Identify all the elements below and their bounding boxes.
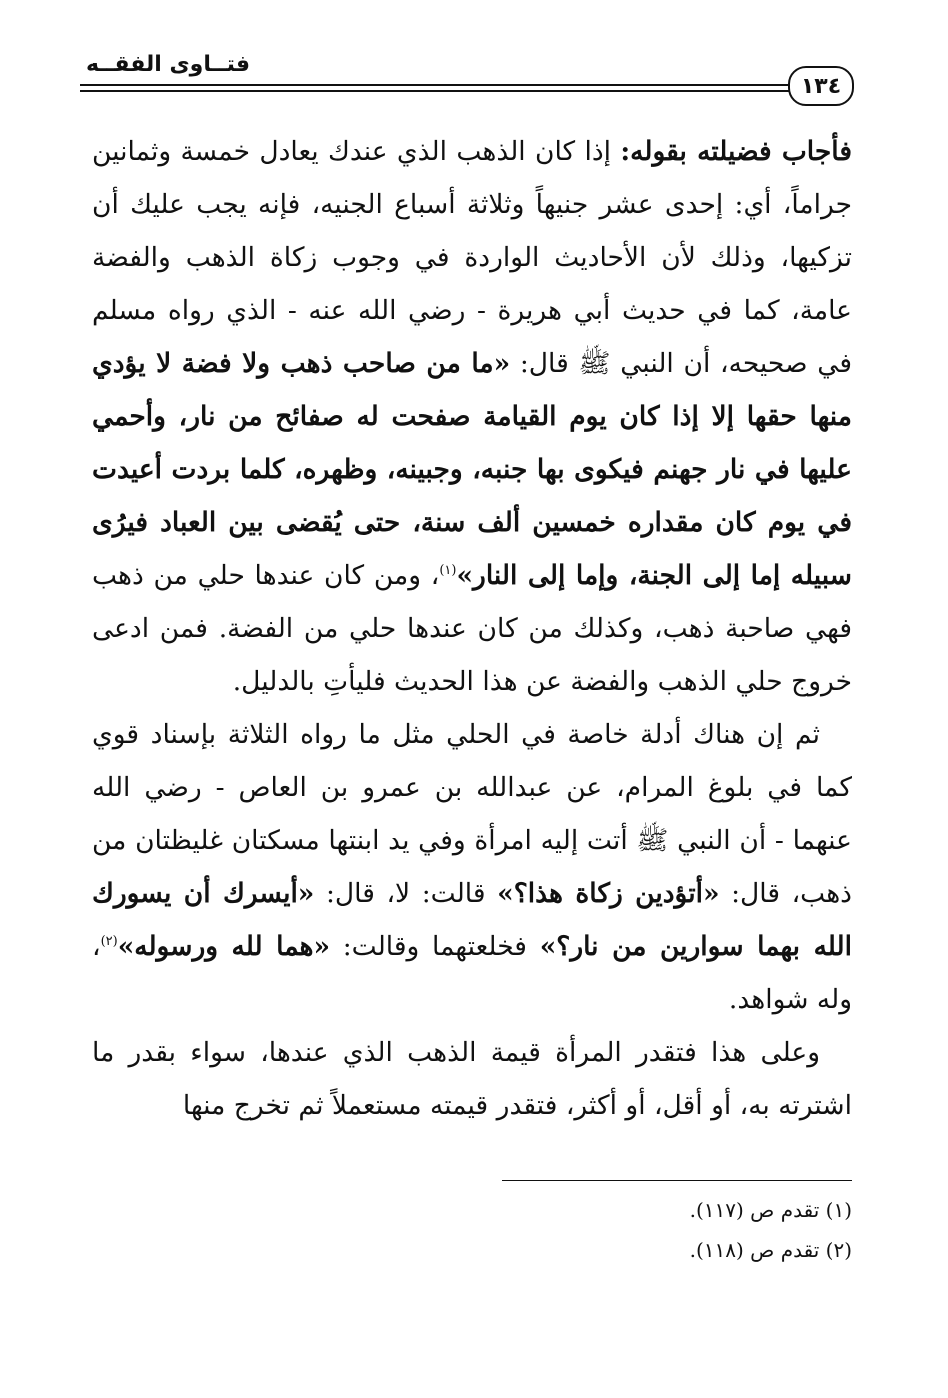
footnote: (١) تقدم ص (١١٧). [689,1198,852,1222]
answer-lead: فأجاب فضيلته بقوله: [620,136,852,167]
text-run: فخلعتهما وقالت: [330,931,540,962]
text-run: ، ومن كان عندها حلي من ذهب فهي صاحبة ذهب، وكذلك من كان عندها حلي من الفضة. فمن ادعى خروج حلي الذهب والفضة عن هذا الحديث فليأتِ بالدليل. [92,560,852,697]
footnote-ref[interactable]: (٢) [100,934,118,950]
header-rule [80,90,792,92]
paragraph [92,708,852,1026]
text-run: وعلى هذا فتقدر المرأة قيمة الذهب الذي عندها، سواء بقدر ما اشترته به، أو أقل، أو أكثر، فتقدر قيمته مستعملاً ثم تخرج منها [92,1037,852,1121]
footnote-ref[interactable]: (١) [439,563,457,579]
text-run: قالت: لا، قال: [314,878,498,909]
hadith-quote: «هما لله ورسوله» [117,931,331,962]
running-title: فتــاوى الفقــه [86,52,251,77]
footnote: (٢) تقدم ص (١١٨). [689,1238,852,1262]
main-text [92,125,852,1132]
text-run: إذا كان الذهب الذي عندك يعادل خمسة وثمانين جراماً، أي: إحدى عشر جنيهاً وثلاثة أسباع الجنيه، فإنه يجب عليك أن تزكيها، وذلك لأن الأحاديث الواردة في وجوب زكاة الذهب والفضة عامة، كما في حديث أبي هريرة - رضي الله عنه - الذي رواه مسلم في صحيحه، أن النبي ﷺ قال: [92,136,853,379]
text-run: ، وله شواهد. [92,931,852,1015]
page-number-badge: ١٣٤ [788,66,854,106]
hadith-quote: «أيسرك أن يسورك الله بهما سوارين من نار؟» [92,878,852,962]
paragraph [92,125,852,708]
header-rule [80,84,792,86]
paragraph [92,1026,852,1132]
hadith-quote: «أتؤدين زكاة هذا؟» [497,878,720,909]
hadith-quote: «ما من صاحب ذهب ولا فضة لا يؤدي منها حقها إلا إذا كان يوم القيامة صفحت له صفائح من نار، وأحمي عليها في نار جهنم فيكوى بها جنبه، وجبينه، وظهره، كلما بردت أعيدت في يوم كان مقداره خمسين ألف سنة، حتى يُقضى بين العباد فيرُى سبيله إما إلى الجنة، وإما إلى النار» [92,348,852,591]
text-run: ثم إن هناك أدلة خاصة في الحلي مثل ما رواه الثلاثة بإسناد قوي كما في بلوغ المرام، عن عبدالله بن عمرو بن العاص - رضي الله عنهما - أن النبي ﷺ أتت إليه امرأة وفي يد ابنتها مسكتان غليظتان من ذهب، قال: [92,719,852,909]
footnote-separator [502,1180,852,1181]
